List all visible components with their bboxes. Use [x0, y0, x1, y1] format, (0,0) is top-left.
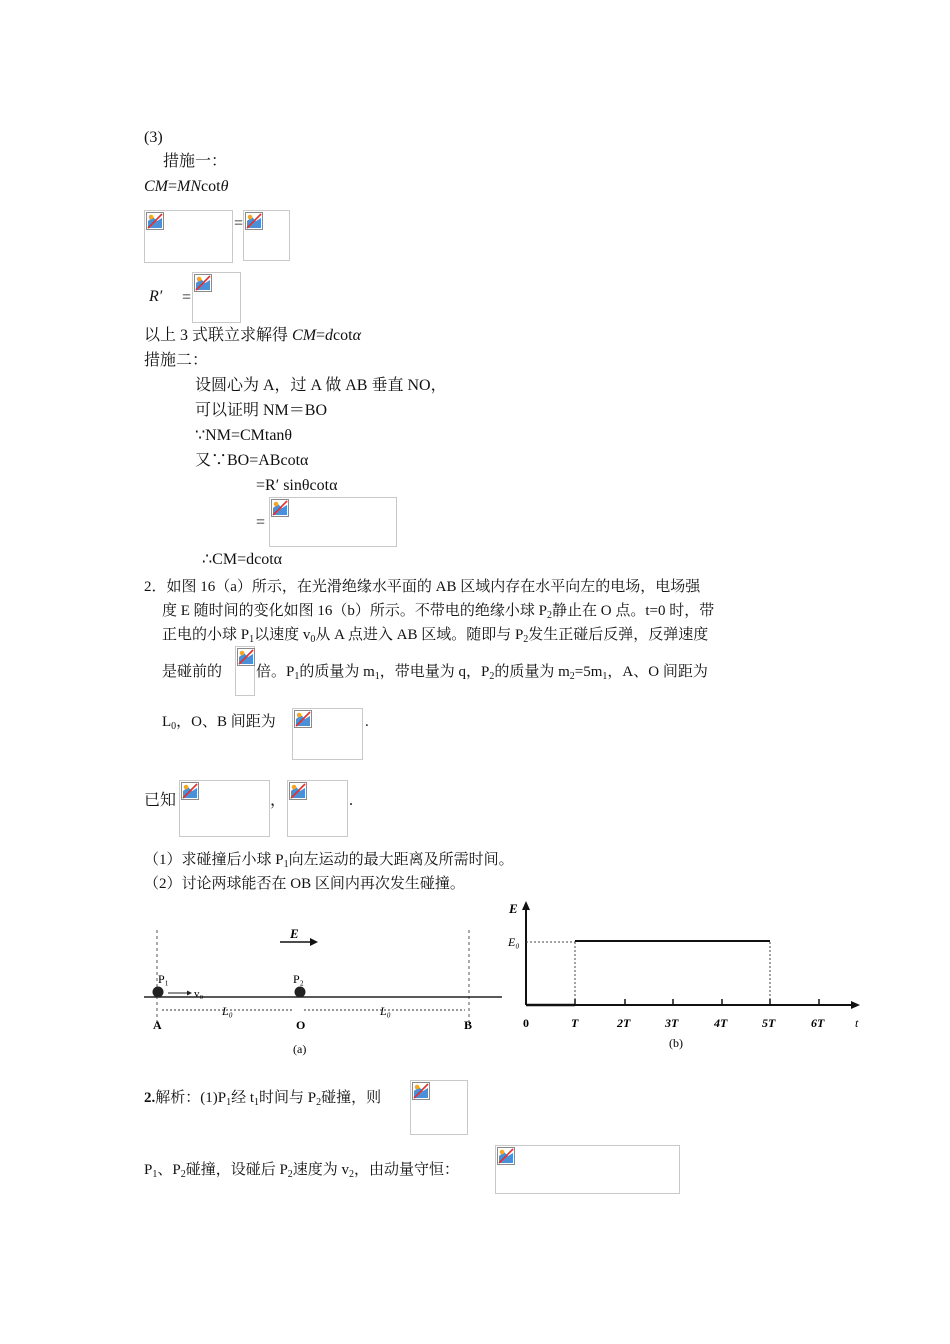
- formula-image-placeholder: [292, 708, 363, 760]
- formula-image-placeholder: [235, 646, 255, 696]
- equals-sign: =: [182, 289, 192, 306]
- equals-sign: =: [234, 215, 244, 232]
- problem-text: 是碰前的: [162, 664, 223, 680]
- formula-image-placeholder: [495, 1145, 680, 1194]
- formula-image-placeholder: [269, 497, 397, 547]
- measure2-line: 设圆心为 A，过 A 做 AB 垂直 NO，: [195, 377, 447, 394]
- x-tick-label: 2T: [617, 1016, 631, 1030]
- point-b-label: B: [464, 1018, 473, 1032]
- measure1-equation: CM=MNcotθ: [144, 178, 229, 195]
- broken-image-icon: [412, 1082, 430, 1100]
- field-label: E: [290, 926, 299, 941]
- broken-image-icon: [146, 212, 164, 230]
- solution-line: $P_1$、$P_2$碰撞，设碰后 $P_2$速度为 $v_2$，由动量守恒：: [144, 1162, 460, 1180]
- problem-text: 度 E 随时间的变化如图 16（b）所示。不带电的绝缘小球 $P_2$静止在 O 点。t=0 时，带: [162, 603, 715, 621]
- figure-b-caption: (b): [669, 1036, 683, 1050]
- x-tick-label: 0: [523, 1016, 529, 1030]
- v0-label: v₀: [194, 988, 204, 1000]
- measure2-title: 措施二：: [144, 352, 209, 369]
- point-o-label: O: [296, 1018, 306, 1032]
- y-axis-arrow: [522, 901, 530, 910]
- velocity-arrow-head: [187, 991, 192, 996]
- broken-image-icon: [271, 499, 289, 517]
- broken-image-icon: [181, 782, 199, 800]
- x-axis-arrow: [851, 1001, 860, 1009]
- measure2-line: =: [256, 514, 266, 531]
- point-a-label: A: [153, 1018, 162, 1032]
- problem-text: 2．如图 16（a）所示，在光滑绝缘水平面的 AB 区域内存在水平向左的电场，电场强: [144, 579, 701, 595]
- x-tick-label: 5T: [762, 1016, 776, 1030]
- formula-image-placeholder: [287, 780, 348, 837]
- y-axis-label: E: [509, 901, 518, 916]
- problem-text: .: [365, 714, 369, 730]
- formula-image-placeholder: [243, 210, 290, 261]
- known-label: 已知: [144, 792, 177, 809]
- broken-image-icon: [289, 782, 307, 800]
- combine-result: 以上 3 式联立求解得 CM=dcotα: [144, 327, 361, 344]
- figure-b: [503, 895, 863, 1060]
- formula-image-placeholder: [179, 780, 270, 837]
- section-heading: (3): [144, 129, 163, 146]
- l0-label: L₀: [222, 1004, 233, 1018]
- figure-a: [144, 925, 504, 1065]
- ball-p2: [295, 987, 306, 998]
- problem-text: $L_0$，O、B 间距为: [162, 714, 276, 732]
- question-1: （1）求碰撞后小球 $P_1$向左运动的最大距离及所需时间。: [144, 852, 514, 870]
- l0-label: L₀: [380, 1004, 391, 1018]
- measure2-line: 又∵BO=ABcotα: [195, 452, 309, 469]
- formula-image-placeholder: [192, 272, 241, 323]
- p2-label: P₂: [293, 972, 304, 986]
- e0-label: E₀: [508, 935, 520, 949]
- x-tick-label: T: [571, 1016, 579, 1030]
- p1-label: P₁: [158, 972, 169, 986]
- broken-image-icon: [245, 212, 263, 230]
- broken-image-icon: [294, 710, 312, 728]
- broken-image-icon: [497, 1147, 515, 1165]
- measure2-line: ∵NM=CMtanθ: [195, 427, 293, 444]
- measure2-line: 可以证明 NM＝BO: [195, 402, 328, 419]
- x-tick-label: 4T: [714, 1016, 728, 1030]
- question-2: （2）讨论两球能否在 OB 区间内再次发生碰撞。: [144, 876, 465, 892]
- figure-a-caption: (a): [293, 1042, 307, 1056]
- r-prime-label: R′: [149, 288, 163, 305]
- x-tick-label: 6T: [811, 1016, 825, 1030]
- field-arrow-head: [310, 938, 318, 946]
- ball-p1: [153, 987, 164, 998]
- measure2-line: =R′ sinθcotα: [256, 477, 338, 494]
- broken-image-icon: [194, 274, 212, 292]
- x-axis-label: t: [855, 1016, 859, 1030]
- solution-line: 2.解析：$(1)P_1$经 $t_1$时间与 $P_2$碰撞，则: [144, 1090, 382, 1108]
- known-end: .: [349, 792, 353, 809]
- problem-text: 倍。$P_1$的质量为 $m_1$，带电量为 q，$P_2$的质量为 $m_2=5m_1$，A、O 间距为: [256, 664, 708, 682]
- measure1-title: 措施一：: [163, 153, 228, 170]
- broken-image-icon: [237, 648, 255, 666]
- measure2-conclusion: ∴CM=dcotα: [202, 551, 283, 568]
- formula-image-placeholder: [410, 1080, 468, 1135]
- problem-text: 正电的小球 $P_1$以速度 $v_0$从 A 点进入 AB 区域。随即与 $P_2$发生正碰后反弹，反弹速度: [162, 627, 709, 645]
- x-tick-label: 3T: [665, 1016, 679, 1030]
- formula-image-placeholder: [144, 210, 233, 263]
- known-separator: ，: [270, 792, 287, 809]
